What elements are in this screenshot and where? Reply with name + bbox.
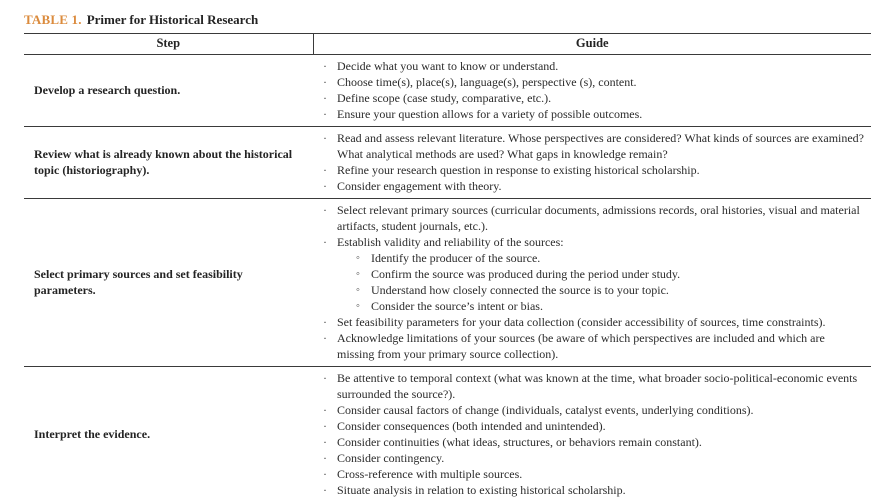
dot-bullet-icon: ·	[323, 107, 327, 121]
guide-item-text: Be attentive to temporal context (what was known at the time, what broader socio-political-economic events surrounded the source?).	[337, 371, 858, 401]
guide-item-text: Define scope (case study, comparative, etc.).	[337, 91, 552, 105]
column-header-guide: Guide	[313, 34, 871, 55]
guide-cell	[313, 127, 871, 199]
guide-item-text: Cross-reference with multiple sources.	[337, 467, 523, 481]
guide-bullet-item	[323, 90, 865, 106]
guide-cell	[313, 55, 871, 127]
guide-item-text: Ensure your question allows for a variety of possible outcomes.	[337, 107, 643, 121]
guide-item-text: Consider contingency.	[337, 451, 445, 465]
table-row	[24, 55, 871, 127]
guide-item-text: Refine your research question in response to existing historical scholarship.	[337, 163, 700, 177]
guide-item-text: Situate analysis in relation to existing historical scholarship.	[337, 483, 626, 497]
guide-bullet-item	[323, 466, 865, 482]
guide-bullet-item	[323, 234, 865, 250]
guide-sub-bullet-item	[356, 266, 865, 282]
table-title: Primer for Historical Research	[86, 12, 259, 27]
guide-item-text: Acknowledge limitations of your sources (be aware of which perspectives are included and which are missing from your primary source collection).	[337, 331, 825, 361]
dot-bullet-icon: ·	[323, 315, 327, 329]
guide-item-text: Consider the source’s intent or bias.	[371, 299, 543, 313]
dot-bullet-icon: ·	[323, 403, 327, 417]
guide-item-text: Understand how closely connected the source is to your topic.	[371, 283, 669, 297]
guide-item-text: Consider continuities (what ideas, structures, or behaviors remain constant).	[337, 435, 702, 449]
dot-bullet-icon: ·	[323, 235, 327, 249]
guide-bullet-item	[323, 434, 865, 450]
dot-bullet-icon: ·	[323, 59, 327, 73]
dot-bullet-icon: ·	[323, 179, 327, 193]
dot-bullet-icon: ·	[323, 163, 327, 177]
guide-bullet-item	[323, 202, 865, 234]
guide-item-text: Confirm the source was produced during the period under study.	[371, 267, 681, 281]
step-cell: Interpret the evidence.	[24, 367, 313, 500]
guide-bullet-item	[323, 74, 865, 90]
table-row	[24, 199, 871, 367]
guide-sub-bullet-item	[356, 298, 865, 314]
guide-item-text: Consider consequences (both intended and unintended).	[337, 419, 606, 433]
guide-item-text: Consider engagement with theory.	[337, 179, 502, 193]
guide-item-text: Decide what you want to know or understand.	[337, 59, 559, 73]
table-caption	[24, 11, 871, 28]
guide-item-text: Read and assess relevant literature. Whose perspectives are considered? What kinds of sources are examined? What analytical methods are used? What gaps in knowledge remain?	[337, 131, 865, 161]
step-cell: Review what is already known about the historical topic (historiography).	[24, 127, 313, 199]
guide-item-text: Set feasibility parameters for your data collection (consider accessibility of sources, time constraints).	[337, 315, 826, 329]
guide-bullet-item	[323, 130, 865, 162]
guide-bullet-item	[323, 482, 865, 498]
guide-bullet-item	[323, 402, 865, 418]
table-header-row	[24, 34, 871, 55]
guide-bullet-item	[323, 106, 865, 122]
dot-bullet-icon: ·	[323, 75, 327, 89]
guide-cell	[313, 367, 871, 500]
guide-item-text: Consider causal factors of change (individuals, catalyst events, underlying conditions).	[337, 403, 754, 417]
guide-bullet-item	[323, 162, 865, 178]
primer-table	[24, 33, 871, 500]
dot-bullet-icon: ·	[323, 203, 327, 217]
guide-item-text: Choose time(s), place(s), language(s), perspective (s), content.	[337, 75, 637, 89]
dot-bullet-icon: ·	[323, 91, 327, 105]
circle-bullet-icon: ◦	[356, 268, 360, 280]
dot-bullet-icon: ·	[323, 131, 327, 145]
table-body	[24, 55, 871, 500]
circle-bullet-icon: ◦	[356, 252, 360, 264]
guide-bullet-item	[323, 450, 865, 466]
guide-sub-bullet-item	[356, 250, 865, 266]
table-row	[24, 127, 871, 199]
circle-bullet-icon: ◦	[356, 300, 360, 312]
dot-bullet-icon: ·	[323, 371, 327, 385]
dot-bullet-icon: ·	[323, 483, 327, 497]
guide-bullet-item	[323, 58, 865, 74]
column-header-step: Step	[24, 34, 313, 55]
dot-bullet-icon: ·	[323, 419, 327, 433]
guide-bullet-item	[323, 178, 865, 194]
guide-sub-bullet-item	[356, 282, 865, 298]
guide-bullet-item	[323, 370, 865, 402]
guide-cell	[313, 199, 871, 367]
guide-item-text: Establish validity and reliability of the sources:	[337, 235, 564, 249]
circle-bullet-icon: ◦	[356, 284, 360, 296]
step-cell: Select primary sources and set feasibility parameters.	[24, 199, 313, 367]
guide-bullet-item	[323, 330, 865, 362]
dot-bullet-icon: ·	[323, 467, 327, 481]
guide-bullet-item	[323, 314, 865, 330]
guide-bullet-item	[323, 418, 865, 434]
dot-bullet-icon: ·	[323, 331, 327, 345]
guide-item-text: Select relevant primary sources (curricular documents, admissions records, oral histories, visual and material artifacts, student journals, etc.).	[337, 203, 860, 233]
step-cell: Develop a research question.	[24, 55, 313, 127]
dot-bullet-icon: ·	[323, 435, 327, 449]
table-number-label: TABLE 1.	[24, 12, 82, 27]
table-row	[24, 367, 871, 500]
guide-item-text: Identify the producer of the source.	[371, 251, 541, 265]
dot-bullet-icon: ·	[323, 451, 327, 465]
